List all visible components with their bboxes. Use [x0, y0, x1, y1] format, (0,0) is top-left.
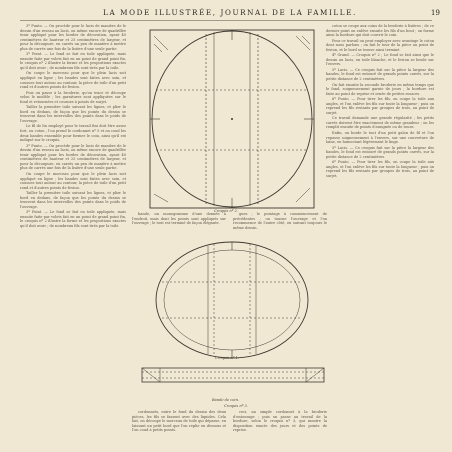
paragraph: ceci, un simple cordonnet à la broderie d'entourage ; puis on passe au travail de la bordure, selon le croquis nº 3, qui montre la disposition exacte des jours et des points de reprise. [233, 410, 327, 433]
text-column [132, 212, 226, 236]
paragraph: Le fil de lin employé pour le travail fini doit être assez fort, ou coton ; l'on prend le cordonnet nº 5 et on coud les deux bandes ensemble pour former le coin, ainsi qu'il est indiqué sur le croquis. [20, 124, 126, 143]
left-text-column [20, 24, 126, 442]
paragraph: Tailler la première toile suivant les lignes, et plier le bord en dedans, de façon que les points du dessin se trouvent dans les intervalles des points dans le poids de l'ouvrage. [20, 191, 126, 209]
paragraph: 5º Lacis. — Ce croquis fait sur la pièce la largeur des bandes, le fond est entouré de grands points carrés, sur la petite distance de 2 centimètres. [326, 145, 434, 159]
figure-caption: Croquis nº 3. [224, 404, 248, 408]
text-column [132, 410, 226, 444]
text-column [233, 212, 327, 236]
paragraph: coton se coupe aux coins de la broderie à lisières ; de ce dernier point on enlève ensuite les fils d'un bout ; on forme ainsi la bordure qui doit couvrir le coin. [326, 24, 434, 38]
paragraph: On fait ensuite la seconde broderie en même temps que le fond, soigneusement garnie de jours ; la bordure est faite au point de reprise et ornée de petites rosaces. [326, 82, 434, 96]
paragraph: 3º Punto. — On procède pour le lacis de manière de le dessin d'un reseau au lacis, ou même encore de quadrillée tenir appliqué pour les bordes de décoration, ayant 40 centimètres de hauteur et 25 centimètres de largeur, et pour la découpure, en carrés un peu de manière à mettre plus de carrés une fois de la lisière d'une seule partie. [20, 143, 126, 171]
paragraph: 3º Point. — Le fond se fait en toile appliquée, mais ensuite faite par volets fait en un point de grand point fin, le croquis nº 2 illustre la forme et les proportions exactes qu'il doit avoir ; de nombreux fils sont tirés par la toile. [20, 210, 126, 228]
right-text-column [326, 24, 434, 442]
paragraph: Ce travail demande une grande régularité ; les petits carrés doivent être exactement de même grandeur ; on les remplit ensuite de points d'araignée ou de roues. [326, 116, 434, 130]
paragraph: 5º Lacis. — Ce croquis fait sur la pièce la largeur des bandes, le fond est entouré de grands points carrés, sur la petite distance de 2 centimètres. [326, 67, 434, 82]
middle-strip-text [132, 212, 328, 236]
paragraph: On coupe le morceau pour que le plein lacis soit appliqué en ligne ; les bandes sont faites avec soin, et cousues tout autour au contour, la pièce de toile d'un petit rond et d'autres points de feston. [20, 171, 126, 190]
page-number: 19 [430, 8, 440, 17]
paragraph: bande, un monogramme d'une donnée à l'endroit, mais dont les points sont appliqués sur l'ouvrage ; le tout est terminé de façon élégante. [132, 212, 226, 226]
journal-title: LA MODE ILLUSTRÉE, JOURNAL DE LA FAMILLE. [103, 8, 357, 17]
paragraph: Tailler la première toile suivant les lignes, et plier le bord en dedans, de façon que les points du dessin se trouvent dans les intervalles des points dans le poids de l'ouvrage. [20, 105, 126, 123]
text-column [233, 410, 327, 444]
paragraph: 4º Grand. — Croquis nº 2 ; Le fond se fait ainsi que le dessin au lacis, en toile blanche, et le feston se brode sur l'envers. [326, 53, 434, 67]
pattern-figure-oval-large [148, 26, 316, 212]
figure-caption: Croquis nº 1. [215, 356, 239, 360]
paragraph: Pour ce travail on peut employer avec avantage le coton dont nous parlons ; on fait le tour de la pièce au point de feston, et le bord se trouve ainsi terminé. [326, 38, 434, 52]
paragraph: 3º Punto. — On procède pour le lacis de manière de le dessin d'un reseau au lacis, ou même encore de quadrillée tenir appliqué pour les bordes de décoration, ayant 40 centimètres de hauteur et 25 centimètres de largeur, et pour la découpure, en carrés un peu de manière à mettre plus de carrés une fois de la lisière d'une seule partie. [20, 24, 126, 51]
pattern-figure-oval-small [152, 238, 312, 362]
paragraph: 6º Punto. — Pour tirer les fils, on coupe la toile aux angles, et l'on enlève les fils sur toute la longueur ; puis on reprend les fils restants par groupes de trois, au point de surjet. [326, 160, 434, 178]
pattern-figure-band [140, 362, 326, 390]
paragraph: cordonnets, entre le fond du dessin des deux pièces, les fils se fassent avec des liquides. Cela fait, on découpe le morceau de toile qui dépasse, en laissant un petit bord que l'on replie en dessous et l'on coud à petits points. [132, 410, 226, 433]
figure-caption: Croquis nº 2. [214, 209, 238, 213]
paragraph: Puis on passe à la broderie, qu'on trace et découpe selon le modèle ; les garnitures sont appliquées sur le fond et retournées et cousues à points de surjet. [20, 90, 126, 104]
header-rule [20, 20, 432, 21]
figure-caption: Bande de coin. [212, 398, 240, 402]
paragraph: 3º Point. — Le fond se fait en toile appliquée, mais ensuite faite par volets fait en un point de grand point fin, le croquis nº 2 illustre la forme et les proportions exactes qu'il doit avoir ; de nombreux fils sont tirés par la toile. [20, 52, 126, 70]
paragraph: Enfin, on borde le tout d'un petit galon de fil et l'on repasse soigneusement à l'envers, sur une couverture de laine, en humectant légèrement le linge. [326, 131, 434, 145]
paragraph: 6º Punto. — Pour tirer les fils, on coupe la toile aux angles, et l'on enlève les fils sur toute la longueur ; puis on reprend les fils restants par groupes de trois, au point de surjet. [326, 97, 434, 115]
paragraph: gues ; le pointage à commencement de précédentes ; on tourne l'ouvrage et l'on recommence de l'autre côté, en suivant toujours le même dessin. [233, 212, 327, 230]
middle-bottom-text [132, 410, 328, 444]
paragraph: On coupe le morceau pour que le plein lacis soit appliqué en ligne ; les bandes sont faites avec soin, et cousues tout autour au contour, la pièce de toile d'un petit rond et d'autres points de feston. [20, 71, 126, 90]
